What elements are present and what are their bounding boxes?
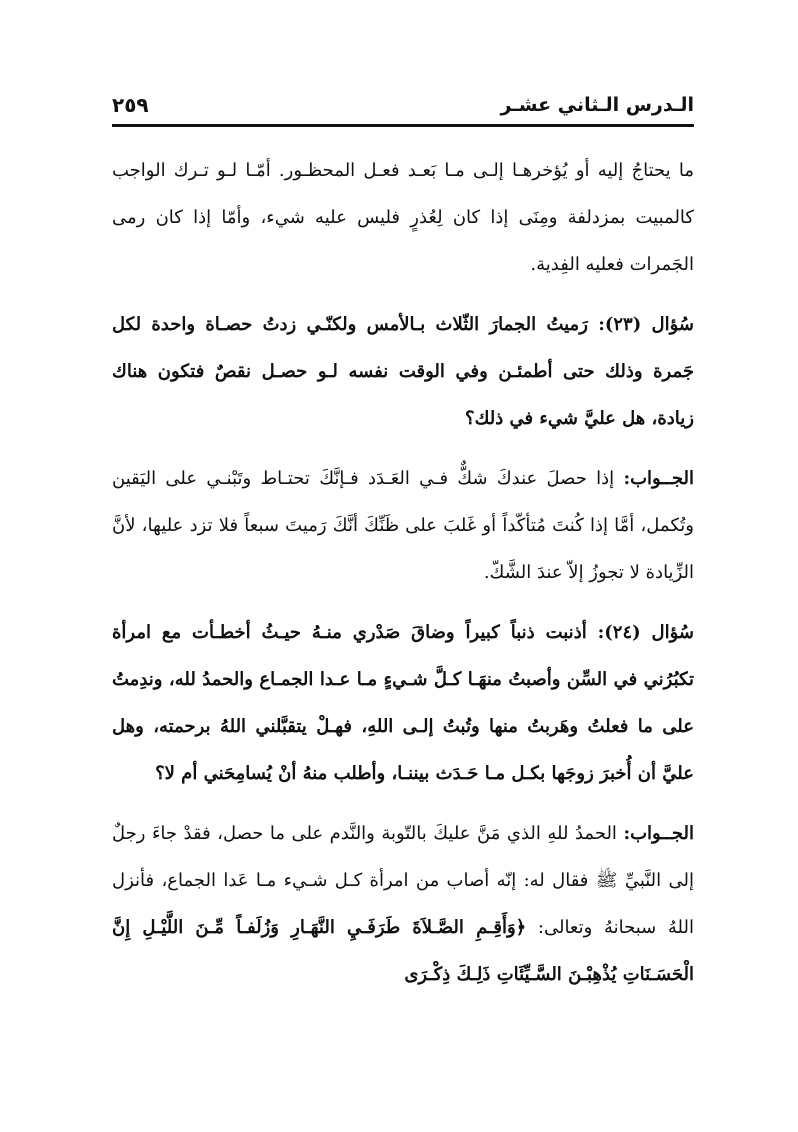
answer-label: الجــواب: <box>623 468 694 489</box>
question-23 <box>112 301 694 442</box>
question-text: أذنبت ذنباً كبيراً وضاقَ صَدْري منـهُ حيـثُ أخطـأت مع امرأة تكبُرُني في السِّن وأصبتُ منهَـا كـلَّ شـيءٍ مـا عـدا الجمـاع والحمدُ لله، وندِمتُ على ما فعلتُ وهَربتُ منها وتُبتُ إلـى اللهِ، فهـلْ يتقبَّلني اللهُ برحمته، وهل عليَّ أن أُخبرَ زوجَها بكـل مـا حَـدَث بيننـا، وأطلب منهُ أنْ يُسامِحَني أم لا؟ <box>112 622 694 784</box>
chapter-title: الـدرس الـثاني عشـر <box>500 94 694 116</box>
page-body <box>112 147 694 1011</box>
quran-verse: ﴿وَأَقِـمِ الصَّـلاَةَ طَرَفَـيِ النَّهَـارِ وَزُلَفـاً مِّـنَ اللَّيْـلِ إِنَّ الْحَسَـنَاتِ يُذْهِبْـنَ السَّـيِّئَاتِ ذَلِـكَ ذِكْـرَى <box>112 917 694 985</box>
paragraph-text: ما يحتاجُ إليه أو يُؤخرهـا إلـى مـا بَعـد فعـل المحظـور. أمّـا لـو تـرك الواجب كالمبيت بمزدلفة ومِنَى إذا كان لِعُذرٍ فليس عليه شيء، وأمّا إذا كان رمى الجَمرات فعليه الفِدية. <box>112 160 694 275</box>
running-header <box>112 92 694 122</box>
question-24 <box>112 609 694 797</box>
answer-23 <box>112 455 694 596</box>
paragraph-continuation <box>112 147 694 288</box>
answer-text: إذا حصلَ عندكَ شكٌّ فـي العَـدَد فـإنَّكَ تحتـاط وتَبْنـي على اليَقين وتُكمل، أمَّا إذا كُنتَ مُتأكّداً أو غَلبَ على ظَنِّكَ أنَّكَ رَميتَ سبعاً فلا تزد عليها، لأنَّ الزِّيادة لا تجوزُ إلاّ عندَ الشَّكّ. <box>112 468 694 583</box>
page-number: ٢٥٩ <box>112 93 149 117</box>
question-label: سُؤال (٢٣): <box>598 314 694 335</box>
answer-24 <box>112 810 694 998</box>
answer-label: الجــواب: <box>623 823 694 844</box>
answer-text: الحمدُ للهِ الذي مَنَّ عليكَ بالتّوبة والنَّدم على ما حصل، فقدْ جاءَ رجلٌ إلى النَّبيِّ ﷺ فقال له: إنّه أصاب من امرأة كـل شـيء مـا عَدا الجماع، فأنزل اللهُ سبحانهُ وتعالى: <box>112 823 694 938</box>
header-rule <box>112 124 694 127</box>
question-label: سُؤال (٢٤): <box>597 622 694 643</box>
document-page <box>112 0 694 1132</box>
question-text: رَميتُ الجمارَ الثّلاث بـالأمس ولكنّـي زدتُ حصـاة واحدة لكل جَمرة وذلك حتى أطمئـن وفي الوقت نفسه لـو حصـل نقصٌ فتكون هناك زيادة، هل عليَّ شيء في ذلك؟ <box>112 314 694 429</box>
